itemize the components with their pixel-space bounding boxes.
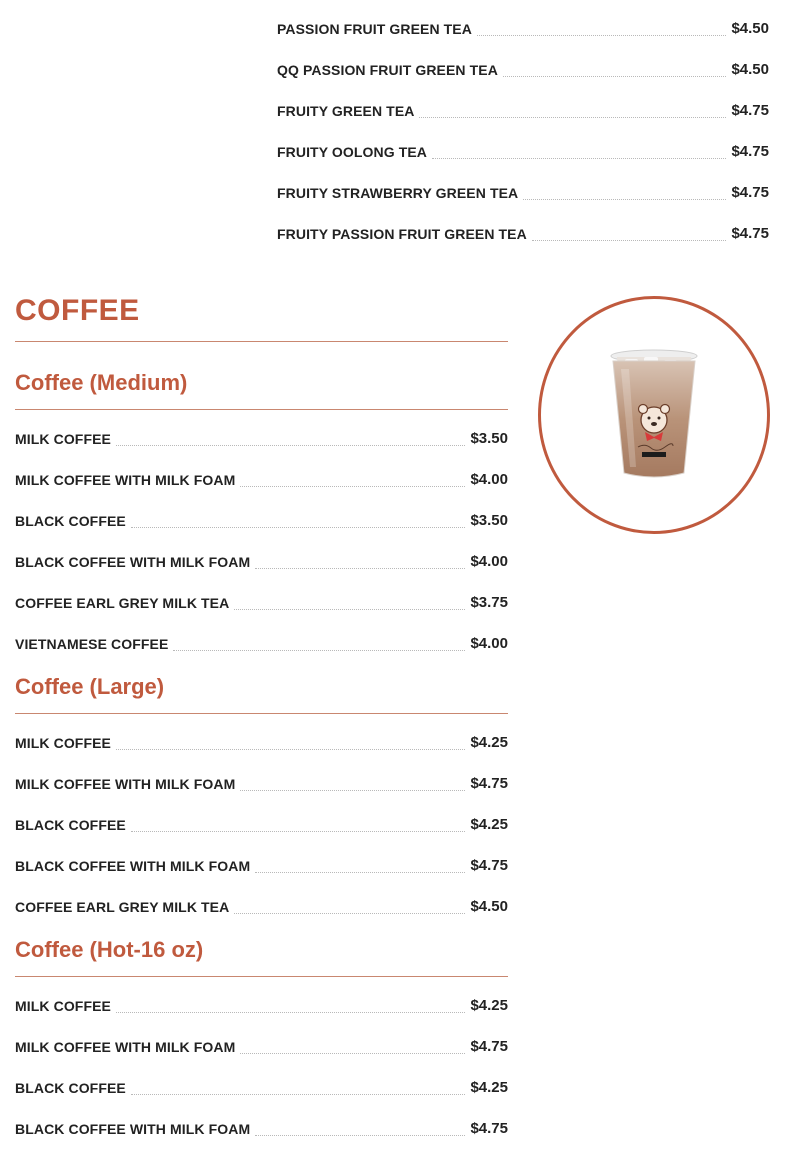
dotted-leader xyxy=(419,117,726,118)
menu-item-name: VIETNAMESE COFFEE xyxy=(15,636,169,652)
menu-item-price: $4.50 xyxy=(470,898,508,915)
menu-item-price: $4.50 xyxy=(731,20,769,37)
menu-item-name: MILK COFFEE WITH MILK FOAM xyxy=(15,472,236,488)
dotted-leader xyxy=(234,913,465,914)
menu-item-name: FRUITY GREEN TEA xyxy=(277,103,415,119)
dotted-leader xyxy=(432,158,726,159)
menu-item-name: BLACK COFFEE xyxy=(15,1080,126,1096)
menu-item xyxy=(277,99,769,119)
menu-item-price: $4.75 xyxy=(470,775,508,792)
menu-item-name: BLACK COFFEE WITH MILK FOAM xyxy=(15,554,251,570)
menu-item-name: BLACK COFFEE WITH MILK FOAM xyxy=(15,1121,251,1137)
dotted-leader xyxy=(131,527,466,528)
subsection-divider xyxy=(15,409,508,410)
menu-item-name: MILK COFFEE xyxy=(15,998,111,1014)
menu-item-price: $4.25 xyxy=(470,734,508,751)
dotted-leader xyxy=(234,609,465,610)
menu-item xyxy=(15,1117,508,1137)
menu-item-price: $4.75 xyxy=(731,225,769,242)
subsection-divider xyxy=(15,976,508,977)
menu-item-price: $4.75 xyxy=(470,1038,508,1055)
dotted-leader xyxy=(532,240,727,241)
menu-item-name: BLACK COFFEE xyxy=(15,817,126,833)
dotted-leader xyxy=(477,35,727,36)
menu-item-price: $4.00 xyxy=(470,635,508,652)
menu-item-price: $4.75 xyxy=(731,102,769,119)
menu-item xyxy=(277,17,769,37)
subsection-divider xyxy=(15,713,508,714)
dotted-leader xyxy=(240,790,465,791)
menu-item xyxy=(15,813,508,833)
menu-item xyxy=(277,181,769,201)
menu-item xyxy=(15,550,508,570)
dotted-leader xyxy=(523,199,726,200)
subsection-title-large: Coffee (Large) xyxy=(15,674,165,699)
dotted-leader xyxy=(116,1012,465,1013)
menu-item-name: BLACK COFFEE xyxy=(15,513,126,529)
menu-item-price: $4.75 xyxy=(731,143,769,160)
menu-item-name: FRUITY OOLONG TEA xyxy=(277,144,427,160)
menu-item-name: QQ PASSION FRUIT GREEN TEA xyxy=(277,62,498,78)
menu-item-price: $4.75 xyxy=(731,184,769,201)
menu-item xyxy=(15,509,508,529)
dotted-leader xyxy=(173,650,465,651)
menu-item xyxy=(15,591,508,611)
menu-item-price: $3.50 xyxy=(470,430,508,447)
dotted-leader xyxy=(255,1135,465,1136)
menu-item-price: $4.25 xyxy=(470,816,508,833)
dotted-leader xyxy=(240,486,465,487)
menu-item xyxy=(15,731,508,751)
coffee-photo-frame xyxy=(538,296,770,534)
menu-item-price: $4.00 xyxy=(470,553,508,570)
dotted-leader xyxy=(131,1094,466,1095)
menu-item-name: MILK COFFEE WITH MILK FOAM xyxy=(15,1039,236,1055)
subsection-title-hot: Coffee (Hot-16 oz) xyxy=(15,937,204,962)
dotted-leader xyxy=(116,445,465,446)
iced-milk-coffee-cup-icon xyxy=(541,299,767,531)
section-divider xyxy=(15,341,508,342)
dotted-leader xyxy=(255,872,465,873)
menu-item xyxy=(15,854,508,874)
menu-item-price: $4.75 xyxy=(470,857,508,874)
menu-item-name: PASSION FRUIT GREEN TEA xyxy=(277,21,472,37)
menu-item xyxy=(277,222,769,242)
menu-item xyxy=(277,58,769,78)
menu-item-price: $4.25 xyxy=(470,997,508,1014)
menu-item-price: $4.50 xyxy=(731,61,769,78)
dotted-leader xyxy=(131,831,466,832)
dotted-leader xyxy=(240,1053,465,1054)
section-title-coffee: COFFEE xyxy=(15,294,140,327)
dotted-leader xyxy=(255,568,465,569)
menu-item xyxy=(15,895,508,915)
menu-item-price: $4.00 xyxy=(470,471,508,488)
menu-item-price: $3.50 xyxy=(470,512,508,529)
menu-item-name: FRUITY STRAWBERRY GREEN TEA xyxy=(277,185,519,201)
menu-item-name: COFFEE EARL GREY MILK TEA xyxy=(15,899,230,915)
menu-item xyxy=(15,772,508,792)
menu-item xyxy=(15,994,508,1014)
menu-item xyxy=(15,427,508,447)
menu-item xyxy=(15,632,508,652)
menu-item-price: $4.75 xyxy=(470,1120,508,1137)
menu-item-price: $3.75 xyxy=(470,594,508,611)
menu-item-name: COFFEE EARL GREY MILK TEA xyxy=(15,595,230,611)
menu-item-name: MILK COFFEE WITH MILK FOAM xyxy=(15,776,236,792)
menu-item-name: FRUITY PASSION FRUIT GREEN TEA xyxy=(277,226,527,242)
menu-item xyxy=(277,140,769,160)
menu-item xyxy=(15,1076,508,1096)
dotted-leader xyxy=(116,749,465,750)
menu-item-name: MILK COFFEE xyxy=(15,431,111,447)
subsection-title-medium: Coffee (Medium) xyxy=(15,370,188,395)
menu-item-name: BLACK COFFEE WITH MILK FOAM xyxy=(15,858,251,874)
menu-item xyxy=(15,468,508,488)
menu-item-name: MILK COFFEE xyxy=(15,735,111,751)
menu-item xyxy=(15,1035,508,1055)
menu-item-price: $4.25 xyxy=(470,1079,508,1096)
dotted-leader xyxy=(503,76,727,77)
